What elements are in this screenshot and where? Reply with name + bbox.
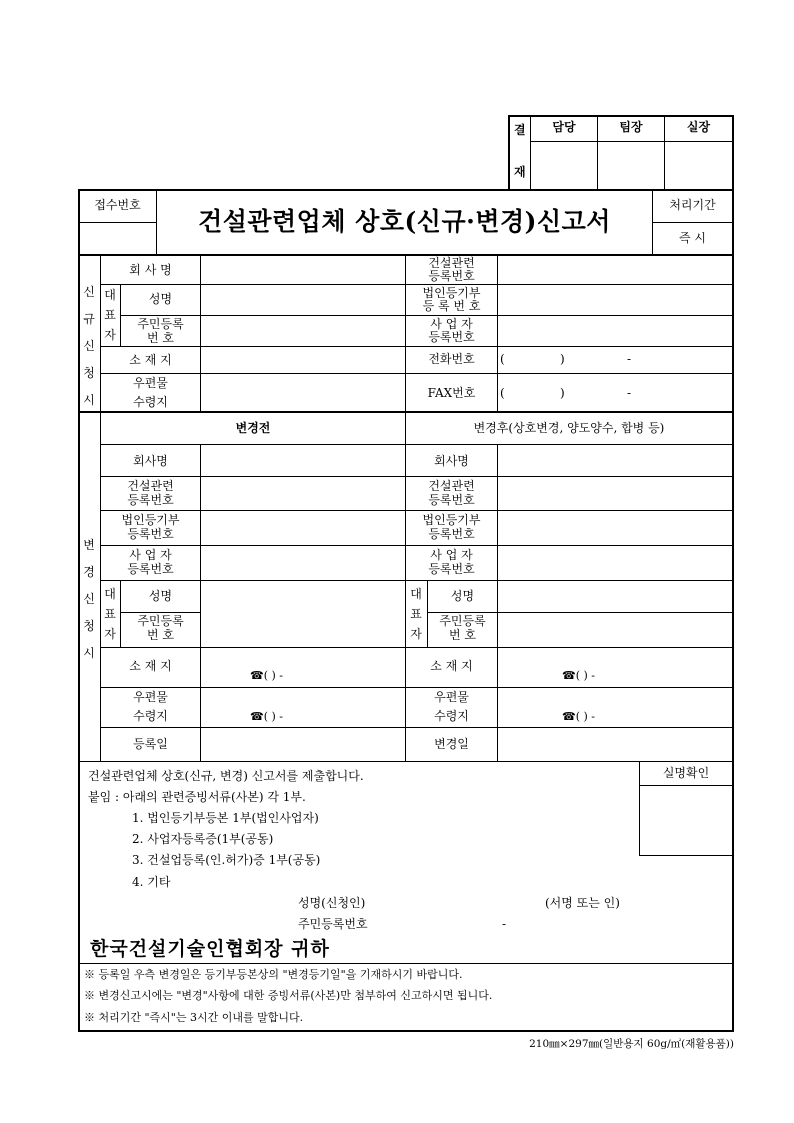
form-title: 건설관련업체 상호(신규·변경)신고서	[198, 207, 611, 236]
signer-id-dash: -	[502, 917, 507, 931]
before-constr-reg-label-1: 건설관련	[127, 479, 174, 493]
processing-period-label: 처리기간	[669, 198, 716, 212]
after-constr-reg-label-2: 등록번호	[428, 493, 475, 507]
after-company-name-label: 회사명	[434, 454, 469, 468]
after-rep-id-label-1: 주민등록	[439, 614, 486, 628]
after-location-label: 소 재 지	[430, 659, 473, 673]
new-rep-id-label-2: 번 호	[147, 331, 174, 345]
approval-side-label-1: 결	[514, 123, 526, 137]
approval-col-director: 실장	[686, 120, 711, 134]
change-side-label-3: 신	[83, 592, 95, 606]
note-2: ※ 변경신고시에는 "변경"사항에 대한 증빙서류(사본)만 첨부하여 신고하시면 됩니다.	[84, 989, 493, 1002]
new-side-label-5: 시	[83, 393, 95, 407]
new-location-label: 소 재 지	[129, 353, 172, 367]
before-company-name-label: 회사명	[133, 454, 168, 468]
new-mail-label-1: 우편물	[133, 376, 168, 390]
note-3: ※ 처리기간 "즉시"는 3시간 이내를 말합니다.	[84, 1011, 304, 1024]
receipt-number-label: 접수번호	[94, 198, 141, 212]
before-mail-label-1: 우편물	[133, 690, 168, 704]
after-mail-tel: ☎( ) -	[562, 710, 595, 723]
after-corp-reg-label-1: 법인등기부	[422, 513, 481, 527]
after-change-header: 변경후(상호변경, 양도양수, 합병 등)	[473, 421, 665, 435]
new-rep-label-3: 자	[104, 328, 116, 342]
before-corp-reg-label-1: 법인등기부	[121, 513, 180, 527]
attachment-item-4: 4. 기타	[132, 875, 171, 889]
before-rep-label-3: 자	[104, 627, 116, 641]
after-location-tel: ☎( ) -	[562, 669, 595, 682]
new-side-label-2: 규	[83, 312, 95, 326]
change-date-label: 변경일	[434, 737, 469, 751]
new-biz-reg-label-2: 등록번호	[428, 330, 475, 344]
change-side-label-1: 변	[83, 538, 95, 552]
before-mail-tel: ☎( ) -	[250, 710, 283, 723]
new-phone-dash: -	[627, 352, 632, 366]
new-fax-paren-open: (	[500, 386, 505, 400]
after-biz-reg-label-2: 등록번호	[428, 562, 475, 576]
new-side-label-4: 청	[83, 366, 95, 380]
id-check-label: 실명확인	[662, 766, 710, 780]
reg-date-label: 등록일	[133, 737, 168, 751]
paper-spec: 210㎜×297㎜(일반용지 60g/㎡(재활용품))	[529, 1038, 734, 1050]
new-side-label-1: 신	[83, 285, 95, 299]
new-phone-paren-open: (	[500, 352, 505, 366]
after-corp-reg-label-2: 등록번호	[428, 527, 475, 541]
before-rep-label-1: 대	[104, 587, 116, 601]
declaration-line-2: 붙임 : 아래의 관련증빙서류(사본) 각 1부.	[88, 790, 306, 804]
before-rep-id-label-2: 번 호	[147, 628, 174, 642]
new-constr-reg-label-2: 등록번호	[428, 269, 475, 283]
before-change-header: 변경전	[235, 421, 271, 435]
before-rep-label-2: 표	[104, 607, 116, 621]
change-side-label-5: 시	[83, 646, 95, 660]
before-rep-id-label-1: 주민등록	[137, 614, 184, 628]
sign-note: (서명 또는 인)	[545, 896, 620, 910]
new-phone-paren-close: )	[560, 352, 565, 366]
after-mail-label-1: 우편물	[434, 690, 469, 704]
signer-id-label: 주민등록번호	[298, 917, 368, 931]
before-constr-reg-label-2: 등록번호	[127, 493, 174, 507]
after-rep-id-label-2: 번 호	[449, 628, 476, 642]
after-rep-label-1: 대	[410, 587, 422, 601]
new-side-label-3: 신	[83, 339, 95, 353]
attachment-item-1: 1. 법인등기부등본 1부(법인사업자)	[132, 811, 319, 825]
signer-label: 성명(신청인)	[298, 896, 366, 910]
new-rep-id-label-1: 주민등록	[137, 317, 184, 331]
after-rep-label-2: 표	[410, 607, 422, 621]
after-constr-reg-label-1: 건설관련	[428, 479, 475, 493]
attachment-item-3: 3. 건설업등록(인.허가)증 1부(공동)	[132, 853, 321, 867]
approval-side-label-2: 재	[514, 165, 526, 179]
new-corp-reg-label-1: 법인등기부	[422, 286, 481, 300]
before-biz-reg-label-1: 사 업 자	[129, 548, 172, 562]
after-rep-label-3: 자	[410, 627, 422, 641]
new-rep-label-1: 대	[104, 288, 116, 302]
new-corp-reg-label-2: 등 록 번 호	[422, 299, 481, 313]
processing-period-value: 즉 시	[679, 231, 706, 245]
new-fax-paren-close: )	[560, 386, 565, 400]
approval-col-staff: 담당	[552, 120, 576, 134]
after-rep-name-label: 성명	[450, 589, 475, 603]
new-fax-label: FAX번호	[427, 386, 476, 400]
new-fax-dash: -	[627, 386, 632, 400]
change-side-label-2: 경	[83, 565, 95, 579]
before-rep-name-label: 성명	[148, 589, 173, 603]
before-location-label: 소 재 지	[129, 659, 172, 673]
before-biz-reg-label-2: 등록번호	[127, 562, 174, 576]
new-biz-reg-label-1: 사 업 자	[430, 317, 473, 331]
attachment-item-2: 2. 사업자등록증(1부(공동)	[132, 832, 274, 846]
after-biz-reg-label-1: 사 업 자	[430, 548, 473, 562]
before-corp-reg-label-2: 등록번호	[127, 527, 174, 541]
new-phone-label: 전화번호	[428, 352, 475, 366]
new-mail-label-2: 수령지	[133, 395, 168, 409]
approval-col-team-lead: 팀장	[619, 120, 643, 134]
before-mail-label-2: 수령지	[133, 709, 168, 723]
new-rep-label-2: 표	[104, 308, 116, 322]
new-company-name-label: 회 사 명	[129, 263, 172, 277]
new-rep-name-label: 성명	[148, 292, 173, 306]
before-location-tel: ☎( ) -	[250, 669, 283, 682]
addressee: 한국건설기술인협회장 귀하	[90, 938, 330, 960]
change-side-label-4: 청	[83, 619, 95, 633]
note-1: ※ 등록일 우측 변경일은 등기부등본상의 "변경등기일"을 기재하시기 바랍니다.	[84, 968, 463, 981]
after-mail-label-2: 수령지	[434, 709, 469, 723]
new-constr-reg-label-1: 건설관련	[428, 256, 475, 270]
declaration-line-1: 건설관련업체 상호(신규, 변경) 신고서를 제출합니다.	[88, 769, 364, 783]
